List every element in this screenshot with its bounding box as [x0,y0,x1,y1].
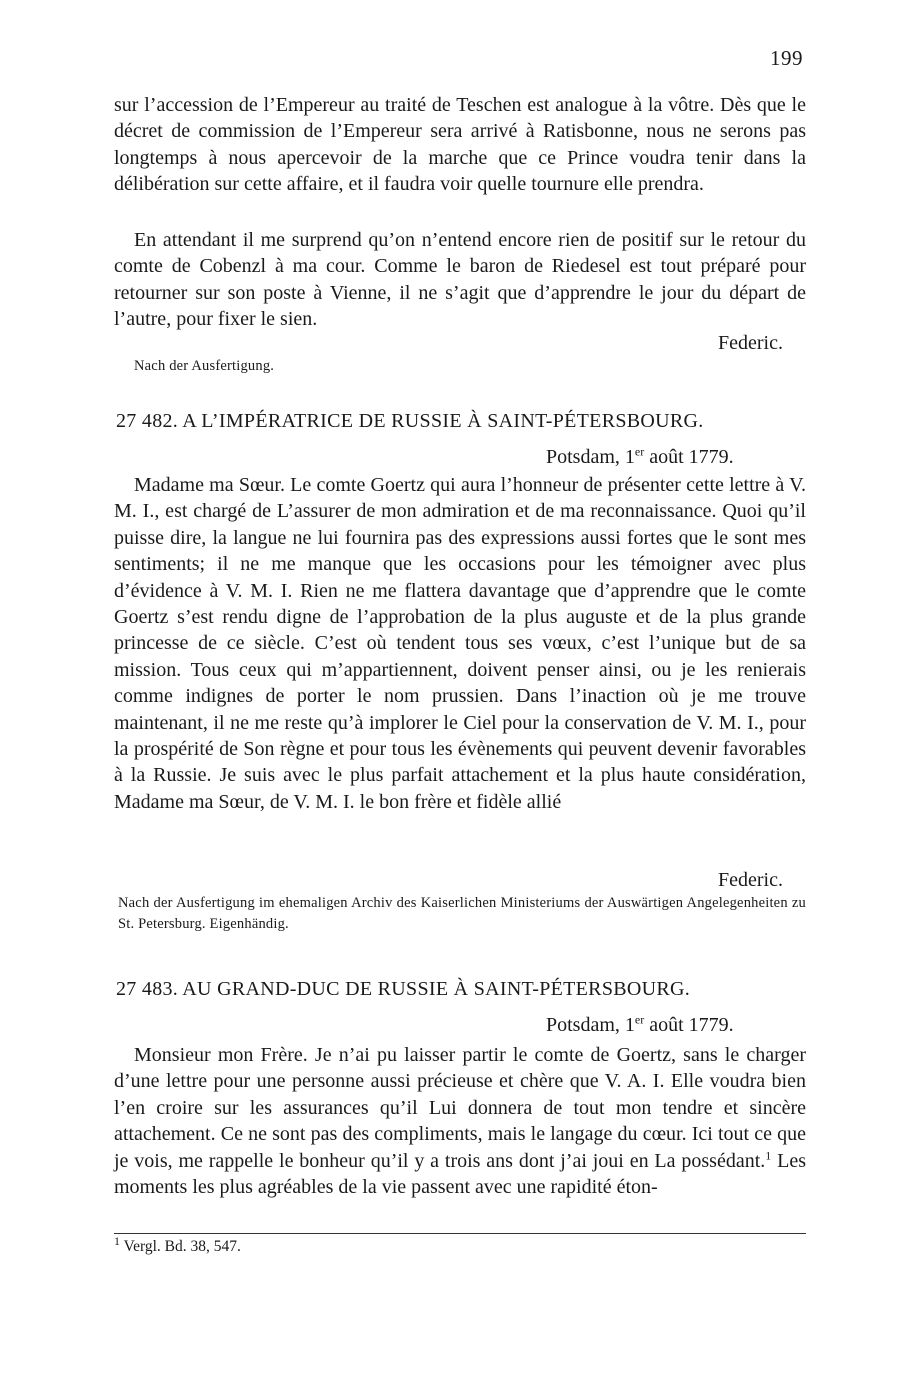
letter-heading: 27 482. A L’IMPÉRATRICE DE RUSSIE À SAINT-PÉTERSBOURG. [116,410,704,432]
paragraph-cobenzl: En attendant il me surprend qu’on n’entend encore rien de positif sur le retour du comte de Cobenzl à ma cour. Comme le baron de Riedesel est tout préparé pour retourner sur son poste à Vienne, il ne s’agit que d’apprendre le jour du départ de l’autre, pour fixer le sien. [114,229,806,331]
letter-body [114,1042,806,1200]
paragraph-continuation: sur l’accession de l’Empereur au traité de Teschen est analogue à la vôtre. Dès que le décret de commission de l’Empereur sera arrivé à Ratisbonne, nous ne serons pas longtemps à nous apercevoir de la marche que ce Prince voudra tenir dans la délibération sur cette affaire, et il faudra voir quelle tournure elle prendra. [114,94,806,196]
letter-body-text: Les moments les plus agréables de la vie passent avec une rapidité éton- [114,1149,806,1199]
source-note: Nach der Ausfertigung im ehemaligen Archiv des Kaiserlichen Ministeriums der Auswärtigen Angelegenheiten zu St. Petersburg. Eigenhändig. [118,895,806,932]
letter-body: Madame ma Sœur. Le comte Goertz qui aura l’honneur de présenter cette lettre à V. M. I., est chargé de L’assurer de mon admiration et de ma reconnaissance. Quoi qu’il puisse dire, la langue ne lui fournira pas des expressions aussi fortes que le sont mes sentiments; il ne me manque que les occasions pour les témoigner avec plus d’évidence à V. M. I. Rien ne me flattera davantage que d’apprendre que le comte Goertz s’est rendu digne de l’approbation de la plus auguste et de la plus grande princesse de ce siècle. C’est où tendent tous ses vœux, c’est l’unique but de sa mission. Tous ceux qui m’appartiennent, doivent penser ainsi, ou je les renierais comme indignes de porter le nom prussien. Dans l’inaction où je me trouve maintenant, il ne me reste qu’à implorer le Ciel pour la conservation de V. M. I., pour la prospérité de Son règne et pour tous les évènements qui peuvent devenir favorables à la Russie. Je suis avec le plus parfait attachement et la plus haute considération, Madame ma Sœur, de V. M. I. le bon frère et fidèle allié [114,474,806,813]
signature: Federic. [718,869,783,891]
place-date: Potsdam, 1er août 1779. [546,1012,734,1036]
source-note: Nach der Ausfertigung. [134,358,275,374]
place-date: Potsdam, 1er août 1779. [546,444,734,468]
footnote-reference[interactable]: 1 [765,1147,772,1162]
signature: Federic. [718,332,783,354]
footnote-marker: 1 [114,1233,120,1248]
footnote-divider [114,1233,806,1234]
letter-heading: 27 483. AU GRAND-DUC DE RUSSIE À SAINT-PÉTERSBOURG. [116,978,691,1000]
footnote [114,1233,241,1256]
footnote-text: Vergl. Bd. 38, 547. [120,1238,241,1255]
page-number: 199 [770,46,803,70]
letter-body-text: Monsieur mon Frère. Je n’ai pu laisser partir le comte de Goertz, sans le charger d’une lettre pour une personne aussi précieuse et chère que V. A. I. Elle voudra bien l’en croire sur les assurances qu’il Lui donnera de tout mon tendre et sincère attachement. Ce ne sont pas des compliments, mais le langage du cœur. Ici tout ce que je vois, me rappelle le bonheur qu’il y a trois ans dont j’ai joui en La possédant. [114,1044,806,1172]
